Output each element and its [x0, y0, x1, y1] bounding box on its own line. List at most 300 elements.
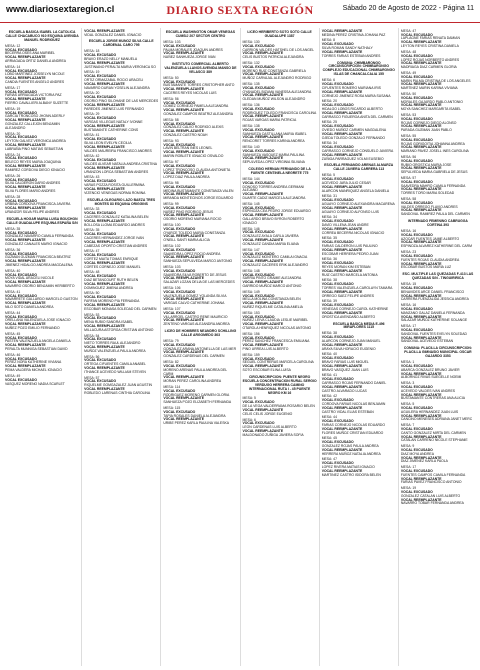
replacement-name: ITHANCE ACEVEDO WILLIAM STEVEN [84, 369, 146, 374]
replacement-name: ALBORNOZ RIVAS SUEGELLE NOEMI [400, 375, 462, 380]
mesa-number: MESA: 136 [242, 102, 260, 107]
mesa-entry [322, 142, 396, 161]
column [81, 28, 158, 666]
school-heading: ESCUELA JORGE MUNOZ SILVA CALLE CARDENAL CARO 795 [88, 39, 154, 48]
replacement-label: VOCAL REEMPLAZANTE [400, 82, 442, 87]
excused-label: VOCAL EXCUSADO [242, 421, 275, 426]
replacement-label: VOCAL REEMPLAZANTE [163, 171, 204, 176]
replacement-name: CORTES CORNEJO JOSE MANUEL [84, 264, 141, 269]
excused-name: FARIAS ARRIAGADA VICTORIA PAZ [5, 93, 62, 98]
mesa-entry [84, 92, 158, 111]
mesa-number: MESA: 17 [400, 465, 417, 470]
replacement-name: GONZALEZ CACERES ERIK ALEJANDRO [242, 263, 309, 268]
excused-name: ORTIZ ORMAZABAL ROCIO ARACELI [84, 78, 144, 82]
mesa-entry [243, 83, 317, 102]
replacement-label: VOCAL REEMPLAZANTE [321, 310, 363, 315]
excused-label: VOCAL EXCUSADO [84, 379, 117, 384]
mesa-entry [322, 279, 396, 298]
mesa-number: MESA: 33 [84, 207, 100, 212]
mesa-entry [322, 216, 396, 235]
replacement-label: VOCAL REEMPLAZANTE [5, 301, 46, 306]
excused-label: VOCAL EXCUSADO [84, 253, 117, 258]
replacement-label: VOCAL REEMPLAZANTE [5, 143, 46, 148]
replacement-label: VOCAL REEMPLAZANTE [400, 392, 442, 397]
replacement-name: GONZALEZ CARDENAS DEL CARMEN [163, 354, 225, 359]
replacement-label: VOCAL REEMPLAZANTE [84, 186, 125, 191]
excused-name: ROJAS GORIGOITIA JOHANNA ANDREA [400, 141, 465, 146]
mesa-entry [401, 382, 475, 401]
excused-label: VOCAL EXCUSADO [84, 358, 117, 363]
mesa-number: MESA: 16 [400, 228, 417, 233]
excused-name: LAPLAGNE FARIAS RENATA DAMIAN [400, 36, 460, 41]
replacement-name: MEDINA PEREZ CRISTINA JOHANA PAZ [321, 32, 386, 37]
replacement-label: VOCAL REEMPLAZANTE [84, 260, 125, 265]
replacement-label: VOCAL REEMPLAZANTE [163, 108, 204, 113]
excused-name: MORENO RUIZ CONSTANZA GABRIELA [242, 68, 306, 73]
excused-label: VOCAL EXCUSADO [84, 95, 117, 100]
mesa-number: MESA: 20 [321, 99, 337, 104]
replacement-label: VOCAL REEMPLAZANTE [400, 371, 442, 376]
replacement-name: CASTRO VIDAL ELIAS ESTEBAN [321, 409, 374, 414]
excused-name: HIDALGO LOBOS RICARDO ALBERTO [321, 106, 383, 111]
excused-label: VOCAL EXCUSADO [400, 137, 433, 142]
replacement-label: VOCAL REEMPLAZANTE [321, 110, 363, 115]
excused-name: OYANADEL BIZAMA VANESSA ALEJANDRA [242, 89, 312, 94]
mesa-entry [84, 176, 158, 195]
mesa-number: MESA: 16 [400, 303, 417, 308]
excused-label: VOCAL EXCUSADO [400, 95, 433, 100]
mesa-number: MESA: 56 [400, 154, 417, 159]
excused-name: FARIAS CALDERON LUIS PAULINO [321, 243, 378, 248]
replacement-name: NILO SOTO DANIELA ANDREA [5, 305, 54, 310]
mesa-number: MESA: 103 [163, 39, 181, 44]
replacement-label: VOCAL REEMPLAZANTE [321, 289, 363, 294]
replacement-name: ESCOBAR BUSTOS MARIA LUZ [400, 265, 452, 270]
excused-name: VENEGAS CORNEJO CAROL KATHERINE [321, 306, 389, 311]
mesa-number: MESA: 19 [5, 106, 21, 111]
replacement-label: VOCAL REEMPLAZANTE [242, 301, 284, 306]
excused-label: VOCAL EXCUSADO [163, 79, 196, 84]
excused-label: VOCAL EXCUSADO [242, 314, 275, 319]
replacement-name: FIERRO CAVALLIERI ALBANY SUZETTE [5, 101, 69, 106]
excused-name: DIAZ BETANCOURT RUTH BELEN [84, 278, 139, 283]
excused-label: VOCAL EXCUSADO [242, 127, 275, 132]
excused-label: VOCAL EXCUSADO [400, 179, 433, 184]
excused-label: VOCAL EXCUSADO [400, 253, 433, 258]
excused-name: ACEVEDO JARA JULIO CESAR [321, 180, 371, 185]
mesa-number: MESA: 14 [5, 64, 21, 69]
excused-label: VOCAL EXCUSADO [84, 337, 117, 342]
mesa-number: MESA: 35 [5, 226, 21, 231]
excused-label: VOCAL EXCUSADO [5, 177, 37, 182]
column [398, 28, 475, 666]
replacement-label: VOCAL REEMPLAZANTE [84, 165, 125, 170]
mesa-entry [163, 245, 237, 264]
mesa-number: MESA: 19 [400, 486, 417, 491]
replacement-name: NAVARRO OSORIO BENJAMIN HERIBERTO [5, 284, 75, 289]
mesa-entry [243, 312, 317, 331]
mesa-number: MESA: 19 [84, 70, 100, 75]
mesa-entry [163, 308, 237, 327]
excused-name: GOMEZ CORNEJO PAMELA ALEJANDRA [163, 104, 229, 109]
excused-name: MANZANO GALAZ DANIELA FERNANDA [400, 310, 465, 315]
mesa-entry [243, 104, 317, 123]
school-heading: LICEO HERIBERTO SOTO SOTO CALLE GUADALUPE 1387 [247, 30, 312, 38]
mesa-entry [5, 196, 79, 215]
replacement-label: VOCAL REEMPLAZANTE [5, 97, 46, 102]
mesa-number: MESA: 12 [5, 43, 21, 48]
mesa-entry [322, 300, 396, 319]
excused-name: SANHUEZA VASQUEZ MARIA PAULINA [242, 152, 305, 157]
mesa-number: MESA: 156 [242, 331, 260, 336]
mesa-entry [322, 258, 396, 277]
mesa-entry [5, 154, 79, 173]
replacement-label: VOCAL REEMPLAZANTE [5, 238, 46, 243]
mesa-number: MESA: 58 [163, 117, 179, 122]
replacement-name: URANZON LORCA SEBASTIAN ANDRES [84, 169, 149, 174]
excused-label: VOCAL EXCUSADO [163, 247, 196, 252]
mesa-number: MESA: 132 [242, 60, 260, 65]
mesa-entry [322, 237, 396, 256]
excused-name: VARGAS VILLEGAS NATALY IVONNE [84, 120, 143, 125]
mesa-number: MESA: 17 [5, 85, 21, 90]
mesa-entry [401, 135, 475, 154]
excused-name: CANTO GONZALEZ MIRTA DEL CARMEN [400, 430, 466, 435]
replacement-label: VOCAL REEMPLAZANTE [400, 124, 442, 129]
replacement-label: VOCAL REEMPLAZANTE [5, 55, 46, 60]
replacement-name: TORRES FARIAS ESTEBAN ANDRES [321, 53, 381, 58]
mesa-entry [5, 175, 79, 194]
page-header [0, 0, 480, 23]
excused-label: VOCAL EXCUSADO [242, 335, 275, 340]
mesa-number: MESA: 39 [321, 299, 337, 304]
excused-name: VALDES ORREGO FLAVIO ANDRES [400, 204, 458, 209]
excused-name: ORELLANA VALENZUELA JOSE IGNACIO [5, 318, 71, 323]
excused-name: GONZALEZ MONTERO CAMILA IGNACIA [242, 255, 308, 260]
excused-label: VOCAL EXCUSADO [242, 64, 275, 69]
replacement-name: GARRIDO MUÑOZ MARCO ANTONIO [242, 284, 302, 289]
mesa-number: MESA: 25 [321, 120, 337, 125]
mesa-entry [5, 45, 79, 64]
excused-label: VOCAL EXCUSADO [242, 230, 275, 235]
mesa-number: MESA: 50 [163, 75, 179, 80]
mesa-entry [84, 134, 158, 153]
excused-name: OSORIO PINO SILOHANE DE LAS MERCEDES [84, 99, 159, 104]
replacement-label: VOCAL REEMPLAZANTE [321, 384, 363, 389]
article-columns [5, 28, 475, 666]
mesa-number: MESA: 149 [242, 289, 260, 294]
replacement-name: OROSTICA AVENDAÑO ALBERTO [321, 314, 376, 319]
replacement-name: CANDIA FUENTES ANGELO ANDRES [5, 80, 65, 85]
mesa-entry [322, 458, 396, 477]
replacement-label: VOCAL REEMPLAZANTE [163, 234, 204, 239]
mesa-entry [401, 93, 475, 112]
excused-name: GONZALEZ ARANA ANTONELLA DE LAS MER [163, 346, 237, 351]
mesa-entry [243, 178, 317, 201]
school-heading: ESCUELA BASICA ISABEL LA CATOLICA CALLE CHACABUCO 910 ESQUINA AVENIDA MANUEL RODRIGUEZ [5, 30, 79, 42]
excused-name: SANHUEZA CASTILLANA MARIA ISABEL [242, 131, 307, 136]
mesa-number: MESA: 153 [242, 310, 260, 315]
replacement-name: BUSTAMANTE CATHERINE CONS [84, 127, 139, 132]
replacement-label: VOCAL REEMPLAZANTE [321, 226, 363, 231]
mesa-entry [243, 146, 317, 165]
replacement-name: MORAN PEREZ CAROLINA ANDREA [163, 379, 222, 384]
excused-label: VOCAL EXCUSADO [84, 137, 117, 142]
replacement-label: VOCAL REEMPLAZANTE [5, 322, 46, 327]
mesa-entry [84, 377, 158, 396]
excused-label: VOCAL EXCUSADO [163, 184, 196, 189]
mesa-entry [401, 30, 475, 49]
excused-name: GONZALEZ CATALAN LUIS ALBERTO [400, 493, 461, 498]
replacement-name: NUÑEZ SANHUEZA JORGE IVAN [163, 55, 216, 60]
excused-name: OVIEDO MUÑOZ CARMEN MAGDALENA [321, 127, 387, 132]
replacement-name: MUÑOZ CARVAJAL ALEJANDRO RODRIGO [242, 76, 312, 81]
mesa-number: MESA: 98 [163, 180, 179, 185]
mesa-entry [401, 51, 475, 70]
excused-name: RODRIGUEZ MORENO CARMEN GLORIA [163, 392, 230, 397]
excused-label: VOCAL EXCUSADO [84, 316, 117, 321]
school-heading: LICEO DE HOMBRES NEANDRO SCHILLING CALLE ARGOMEDO 363 [164, 329, 237, 338]
excused-name: BUSTAMANTE TORRES CRISTOPHER ANTO [163, 83, 235, 88]
excused-name: GONZALEZ CALVO RODRIGO ALEXIS [163, 125, 224, 130]
mesa-number: MESA: 43 [84, 175, 100, 180]
mesa-entry [163, 161, 237, 180]
replacement-label: VOCAL REEMPLAZANTE [321, 405, 363, 410]
replacement-name: OSORIO MORENO MARIANA ROCIO [163, 217, 222, 222]
mesa-number: MESA: 36 [321, 257, 337, 262]
column [240, 28, 317, 666]
replacement-label: VOCAL REEMPLAZANTE [321, 447, 363, 452]
excused-name: SILVA ROMAN SANDY NATHALY [321, 45, 373, 50]
school-heading: ESCUELA OLEGARIO LAZO BAEZA TRES MONTES 83 ESQUINA ORIGGINS [87, 197, 156, 206]
excused-name: CARRASCO ROJAS FERNANDO DANIEL [321, 381, 387, 386]
mesa-entry [243, 291, 317, 310]
mesa-number: MESA: 35 [321, 236, 337, 241]
replacement-label: VOCAL REEMPLAZANTE [242, 213, 284, 218]
mesa-number: MESA: 53 [84, 312, 100, 317]
excused-name: SANDOVAL FUENTES EVELYN SOLEDAD [400, 331, 467, 336]
replacement-label: VOCAL REEMPLAZANTE [84, 387, 125, 392]
replacement-name: MIRANDA MONTECINOS JORGE EDUARDO [163, 196, 234, 201]
mesa-number: MESA: 26 [5, 173, 21, 178]
excused-label: VOCAL EXCUSADO [163, 409, 196, 414]
replacement-name: URANZOR SILVA FELIPE ANDRES [5, 210, 60, 215]
excused-name: MORENO ARENAS PAULA ANDREA DEL CARM [163, 367, 228, 376]
mesa-number: MESA: 20 [5, 131, 21, 136]
mesa-entry [163, 407, 237, 426]
excused-label: VOCAL EXCUSADO [321, 282, 354, 287]
mesa-entry [84, 335, 158, 354]
excused-name: BRAVO ERAZO NELLY MANUELA [84, 56, 138, 61]
replacement-label: VOCAL REEMPLAZANTE [321, 152, 363, 157]
replacement-name: OJEDA TOLEDO GONZALO FERNANDO [321, 135, 386, 140]
mesa-entry [163, 361, 237, 384]
replacement-label: VOCAL REEMPLAZANTE [400, 455, 442, 460]
mesa-entry [5, 375, 79, 387]
mesa-number: MESA: 100 [163, 222, 181, 227]
school-heading: COMUNA: CHIMBARONGO CIRCUNSCRIPCION: CHIMBARONGO COMPLEJO EDUCACIONAL CHIMBARONGO ISLAS DE CHANCALCALIA 155 [322, 60, 395, 77]
excused-name: URBINA CORDOVA FRANCISCA JAVIERA [5, 202, 71, 207]
site-url[interactable]: www.diariosextaregion.cl [6, 4, 115, 14]
mesa-number: MESA: 17 [400, 324, 417, 329]
replacement-name: ESPINOZA ALVAREZ KATHERINE DEL CARM [400, 244, 472, 249]
excused-label: VOCAL EXCUSADO [321, 145, 354, 150]
mesa-number: MESA: 5 [321, 173, 336, 178]
mesa-number: MESA: 18 [84, 49, 100, 54]
replacement-label: VOCAL REEMPLAZANTE [163, 255, 204, 260]
mesa-number: MESA: 34 [321, 141, 337, 146]
excused-name: GARCIA TRONCOSO JHONN ADERLY [5, 114, 65, 119]
excused-name: BELECO REYES MARIA JOAQUINA [5, 160, 61, 165]
excused-label: VOCAL EXCUSADO [321, 398, 354, 403]
excused-name: GONZALEZ ROJAS PAULA ANDREA [321, 444, 379, 449]
excused-name: NIETO TORRES RAUL ALEJANDRO [84, 341, 141, 346]
mesa-number: MESA: 57 [400, 175, 417, 180]
excused-name: ROJAS CORNEJO DIEGO ALONSO [400, 120, 457, 125]
excused-name: GONZALEZ NAVARRO CAMILA FERNANDA [5, 234, 74, 239]
mesa-number: MESA: 47 [400, 28, 417, 33]
mesa-entry [163, 386, 237, 405]
replacement-label: VOCAL REEMPLAZANTE [5, 206, 46, 211]
replacement-label: VOCAL REEMPLAZANTE [321, 363, 363, 368]
replacement-label: VOCAL REEMPLAZANTE [242, 364, 284, 369]
excused-label: VOCAL EXCUSADO [400, 53, 433, 58]
mesa-entry [163, 224, 237, 243]
mesa-number: MESA: 15 [400, 282, 417, 286]
replacement-name: DIAZ JIMENEZ KARLA PAOLA [400, 459, 448, 464]
replacement-name: VALDES MAUREIRA FRANCISCO ANDRES [84, 148, 152, 153]
excused-name: FUENTES CAMPOS CAMILA FERNANDA [400, 472, 466, 477]
replacement-name: SALAZAR MUÑOZ KATHERINE SOLANGE [400, 318, 468, 323]
replacement-label: VOCAL REEMPLAZANTE [84, 28, 125, 33]
replacement-name: GONZALEZ CANDIA MARIA ELIANA [242, 242, 299, 247]
replacement-name: PERALTA MUNNIGA SEBASTIAN DAVID [5, 347, 68, 352]
replacement-name: NAVARRO DURAN YOSELIN ALEJANDRA [84, 85, 150, 90]
replacement-label: VOCAL REEMPLAZANTE [242, 135, 284, 140]
mesa-entry [5, 228, 79, 247]
excused-name: MOYA VIDAL ARACELI NICOLE [5, 276, 54, 281]
excused-name: FARFAN MORENO PIA FERNANDA [84, 299, 140, 304]
excused-name: CARRASCO CORNEJO CONSUELO JAVIERA [321, 148, 394, 153]
mesa-entry [163, 140, 237, 159]
excused-name: BENAVIDES ARCE DANIEL FRANCISCO [400, 289, 465, 294]
mesa-entry [401, 251, 475, 270]
mesa-number: MESA: 50 [84, 291, 100, 296]
excused-name: SILVA LEON EVELYN CECILIA [84, 141, 132, 146]
excused-label: VOCAL EXCUSADO [84, 158, 117, 163]
excused-name: CACERES GONZALEZ KATALINA BELEN [84, 215, 149, 220]
replacement-label: VOCAL REEMPLAZANTE [321, 342, 363, 347]
mesa-entry [163, 119, 237, 138]
excused-label: VOCAL EXCUSADO [321, 240, 354, 245]
excused-name: NAVARRETE GALLARDO MARCELO GASTON [5, 297, 78, 302]
excused-label: VOCAL EXCUSADO [321, 198, 354, 203]
replacement-label: VOCAL REEMPLAZANTE [242, 72, 284, 77]
excused-label: VOCAL EXCUSADO [5, 314, 37, 319]
excused-name: NUÑEZ LEIVA CLAUDIA LESLIE MARIBEL [242, 318, 309, 323]
excused-name: DONOSO TORRES ANDREA GERMANI ALEJAND [242, 184, 304, 193]
mesa-entry [84, 314, 158, 333]
mesa-number: MESA: 45 [5, 331, 21, 336]
mesa-entry [322, 174, 396, 193]
replacement-name: BOLLOSA LLOMA EDUARDO ANDRES [84, 222, 145, 227]
mesa-number: MESA: 102 [163, 243, 181, 248]
replacement-label: VOCAL REEMPLAZANTE [84, 60, 125, 65]
replacement-name: PARADA GUZMAN JUAN PABLO [400, 128, 452, 133]
excused-label: VOCAL EXCUSADO [242, 106, 275, 111]
replacement-name: ROJAS VARGAS MARIA PATRICIA [242, 118, 297, 123]
mesa-entry [322, 332, 396, 351]
replacement-label: VOCAL REEMPLAZANTE [84, 218, 125, 223]
replacement-label: VOCAL REEMPLAZANTE [400, 314, 442, 319]
mesa-number: MESA: 8 [321, 38, 336, 43]
replacement-label: VOCAL REEMPLAZANTE [400, 497, 442, 502]
replacement-label: VOCAL REEMPLAZANTE [242, 51, 284, 56]
excused-name: PEREZ NORA KATHERINE VIVIANA [5, 360, 62, 365]
excused-label: VOCAL EXCUSADO [321, 261, 354, 266]
mesa-entry [5, 108, 79, 131]
replacement-name: ALARCON MANRIQUEZ ANGELA DANIELA [321, 188, 390, 193]
replacement-label: VOCAL REEMPLAZANTE [242, 408, 284, 413]
mesa-number: MESA: 93 [163, 138, 179, 143]
replacement-name: LEYTON REYES CRISTINA DANIELA [400, 44, 459, 49]
mesa-number: MESA: 20 [84, 91, 100, 96]
replacement-name: SANDOVAL ACEVEDO ESTEBAN [400, 339, 454, 344]
replacement-name: ROBLEDO LARENAS CINTHIA CAROLINA [84, 390, 151, 395]
excused-label: VOCAL EXCUSADO [321, 42, 354, 47]
replacement-label: VOCAL REEMPLAZANTE [242, 238, 284, 243]
mesa-entry [163, 340, 237, 359]
mesa-entry [322, 195, 396, 214]
excused-name: LOPEZ TRONCOSO CLAUDIA ANTONIETA [163, 167, 231, 172]
excused-name: LOBO MARTINEZ JOSSELYN NICOLE [5, 72, 65, 77]
replacement-name: SEPULVEDA MARIA GABRIELA DE JESUS [400, 170, 468, 175]
mesa-entry [5, 270, 79, 289]
replacement-name: SALAZAR LOZAN DELIA DE LAS MERCEDES [163, 280, 235, 285]
replacement-name: FLORES MUÑOZ CRISTIAN EDUARDO [321, 430, 384, 435]
replacement-name: TORRES TORO MARIA SOLEDAD [400, 191, 455, 196]
excused-label: VOCAL EXCUSADO [321, 124, 354, 128]
mesa-entry [401, 72, 475, 91]
excused-name: ALARCON CORNEJO JUAN MANUEL [321, 339, 381, 344]
replacement-label: VOCAL REEMPLAZANTE [84, 144, 125, 149]
mesa-entry [401, 424, 475, 443]
replacement-label: VOCAL REEMPLAZANTE [163, 318, 204, 323]
mesa-entry [163, 266, 237, 285]
excused-label: VOCAL EXCUSADO [242, 180, 275, 185]
replacement-label: VOCAL REEMPLAZANTE [400, 103, 442, 108]
replacement-name: MALDONADO ZUÑIGA JAVIERA SOFIA [242, 432, 304, 437]
replacement-name: SANHUEZA POZO ELIZABETH FERNANDA [163, 400, 232, 405]
mesa-entry [243, 333, 317, 352]
replacement-name: CARRERA FUENZALIDA JESSICA ANDREA [400, 297, 469, 302]
mesa-entry [401, 445, 475, 464]
replacement-label: VOCAL REEMPLAZANTE [163, 51, 204, 56]
mesa-number: MESA: 148 [242, 268, 260, 273]
excused-label: VOCAL EXCUSADO [84, 232, 117, 237]
mesa-entry [243, 354, 317, 373]
replacement-name: NAVARRO TOBAR FERNANDA ANDREA [400, 501, 464, 506]
excused-label: VOCAL EXCUSADO [400, 489, 433, 494]
mesa-number: MESA: 40 [321, 352, 337, 357]
excused-name: NUÑEZ PINO RODRIGO JESUS [163, 209, 214, 214]
mesa-number: MESA: 49 [5, 373, 21, 378]
excused-label: VOCAL EXCUSADO [5, 89, 37, 94]
replacement-name: DUARTE CADIZ MARCELA ALEJANDRA [242, 196, 306, 201]
replacement-label: VOCAL REEMPLAZANTE [84, 303, 125, 308]
replacement-label: VOCAL REEMPLAZANTE [163, 150, 204, 155]
replacement-name: ORREGO SAEZ FELIPE ANDRES [321, 293, 375, 298]
